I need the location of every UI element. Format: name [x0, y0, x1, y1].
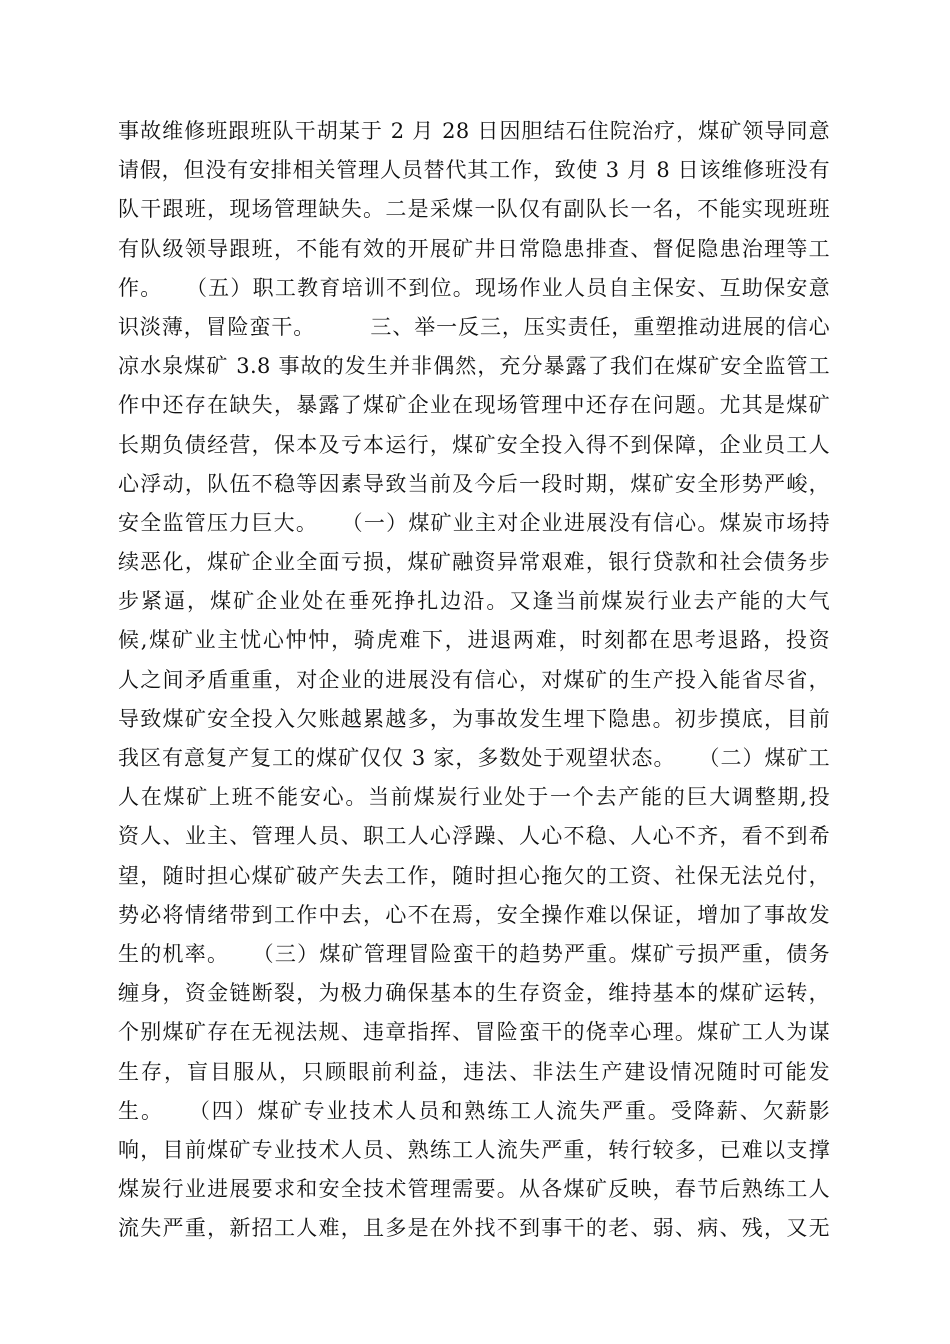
text-line: 势必将情绪带到工作中去，心不在焉，安全操作难以保证，增加了事故发 [118, 902, 830, 927]
text-line: 缠身，资金链断裂，为极力确保基本的生存资金，维持基本的煤矿运转， [118, 981, 830, 1006]
text-line: 识淡薄，冒险蛮干。 三、举一反三，压实责任，重塑推动进展的信心 [118, 314, 830, 339]
text-line: 望，随时担心煤矿破产失去工作，随时担心拖欠的工资、社保无法兑付， [118, 863, 830, 888]
text-line: 生。 （四）煤矿专业技术人员和熟练工人流失严重。受降薪、欠薪影 [118, 1098, 830, 1123]
text-line: 生的机率。 （三）煤矿管理冒险蛮干的趋势严重。煤矿亏损严重，债务 [118, 941, 830, 966]
text-line: 事故维修班跟班队干胡某于 2 月 28 日因胆结石住院治疗，煤矿领导同意 [118, 119, 830, 143]
text-line: 请假，但没有安排相关管理人员替代其工作，致使 3 月 8 日该维修班没有 [118, 158, 830, 183]
text-line: 作。 （五）职工教育培训不到位。现场作业人员自主保安、互助保安意 [118, 275, 830, 300]
text-line: 响，目前煤矿专业技术人员、熟练工人流失严重，转行较多，已难以支撑 [118, 1137, 830, 1162]
text-line: 续恶化，煤矿企业全面亏损，煤矿融资异常艰难，银行贷款和社会债务步 [118, 550, 830, 575]
text-line: 安全监管压力巨大。 （一）煤矿业主对企业进展没有信心。煤炭市场持 [118, 510, 830, 535]
text-line: 人在煤矿上班不能安心。当前煤炭行业处于一个去产能的巨大调整期,投 [118, 785, 830, 810]
text-line: 候,煤矿业主忧心忡忡，骑虎难下，进退两难，时刻都在思考退路，投资 [118, 628, 830, 653]
text-line: 人之间矛盾重重，对企业的进展没有信心，对煤矿的生产投入能省尽省， [118, 667, 830, 692]
text-line: 个别煤矿存在无视法规、违章指挥、冒险蛮干的侥幸心理。煤矿工人为谋 [118, 1020, 830, 1045]
text-line: 生存，盲目服从，只顾眼前利益，违法、非法生产建设情况随时可能发 [118, 1059, 830, 1084]
text-line: 资人、业主、管理人员、职工人心浮躁、人心不稳、人心不齐，看不到希 [118, 824, 830, 849]
body-text [118, 112, 830, 1248]
text-line: 我区有意复产复工的煤矿仅仅 3 家，多数处于观望状态。 （二）煤矿工 [118, 746, 830, 770]
text-line: 导致煤矿安全投入欠账越累越多，为事故发生埋下隐患。初步摸底，目前 [118, 706, 830, 731]
text-line: 凉水泉煤矿 3.8 事故的发生并非偶然，充分暴露了我们在煤矿安全监管工 [118, 354, 830, 379]
text-line: 煤炭行业进展要求和安全技术管理需要。从各煤矿反映，春节后熟练工人 [118, 1177, 830, 1202]
text-line: 步紧逼，煤矿企业处在垂死挣扎边沿。又逢当前煤炭行业去产能的大气 [118, 589, 830, 614]
text-line: 流失严重，新招工人难，且多是在外找不到事干的老、弱、病、残，又无 [118, 1216, 830, 1241]
text-line: 心浮动，队伍不稳等因素导致当前及今后一段时期，煤矿安全形势严峻， [118, 471, 830, 496]
text-line: 队干跟班，现场管理缺失。二是采煤一队仅有副队长一名，不能实现班班 [118, 197, 830, 222]
text-line: 作中还存在缺失，暴露了煤矿企业在现场管理中还存在问题。尤其是煤矿 [118, 393, 830, 418]
text-line: 长期负债经营，保本及亏本运行，煤矿安全投入得不到保障，企业员工人 [118, 432, 830, 457]
text-line: 有队级领导跟班，不能有效的开展矿井日常隐患排查、督促隐患治理等工 [118, 236, 830, 261]
